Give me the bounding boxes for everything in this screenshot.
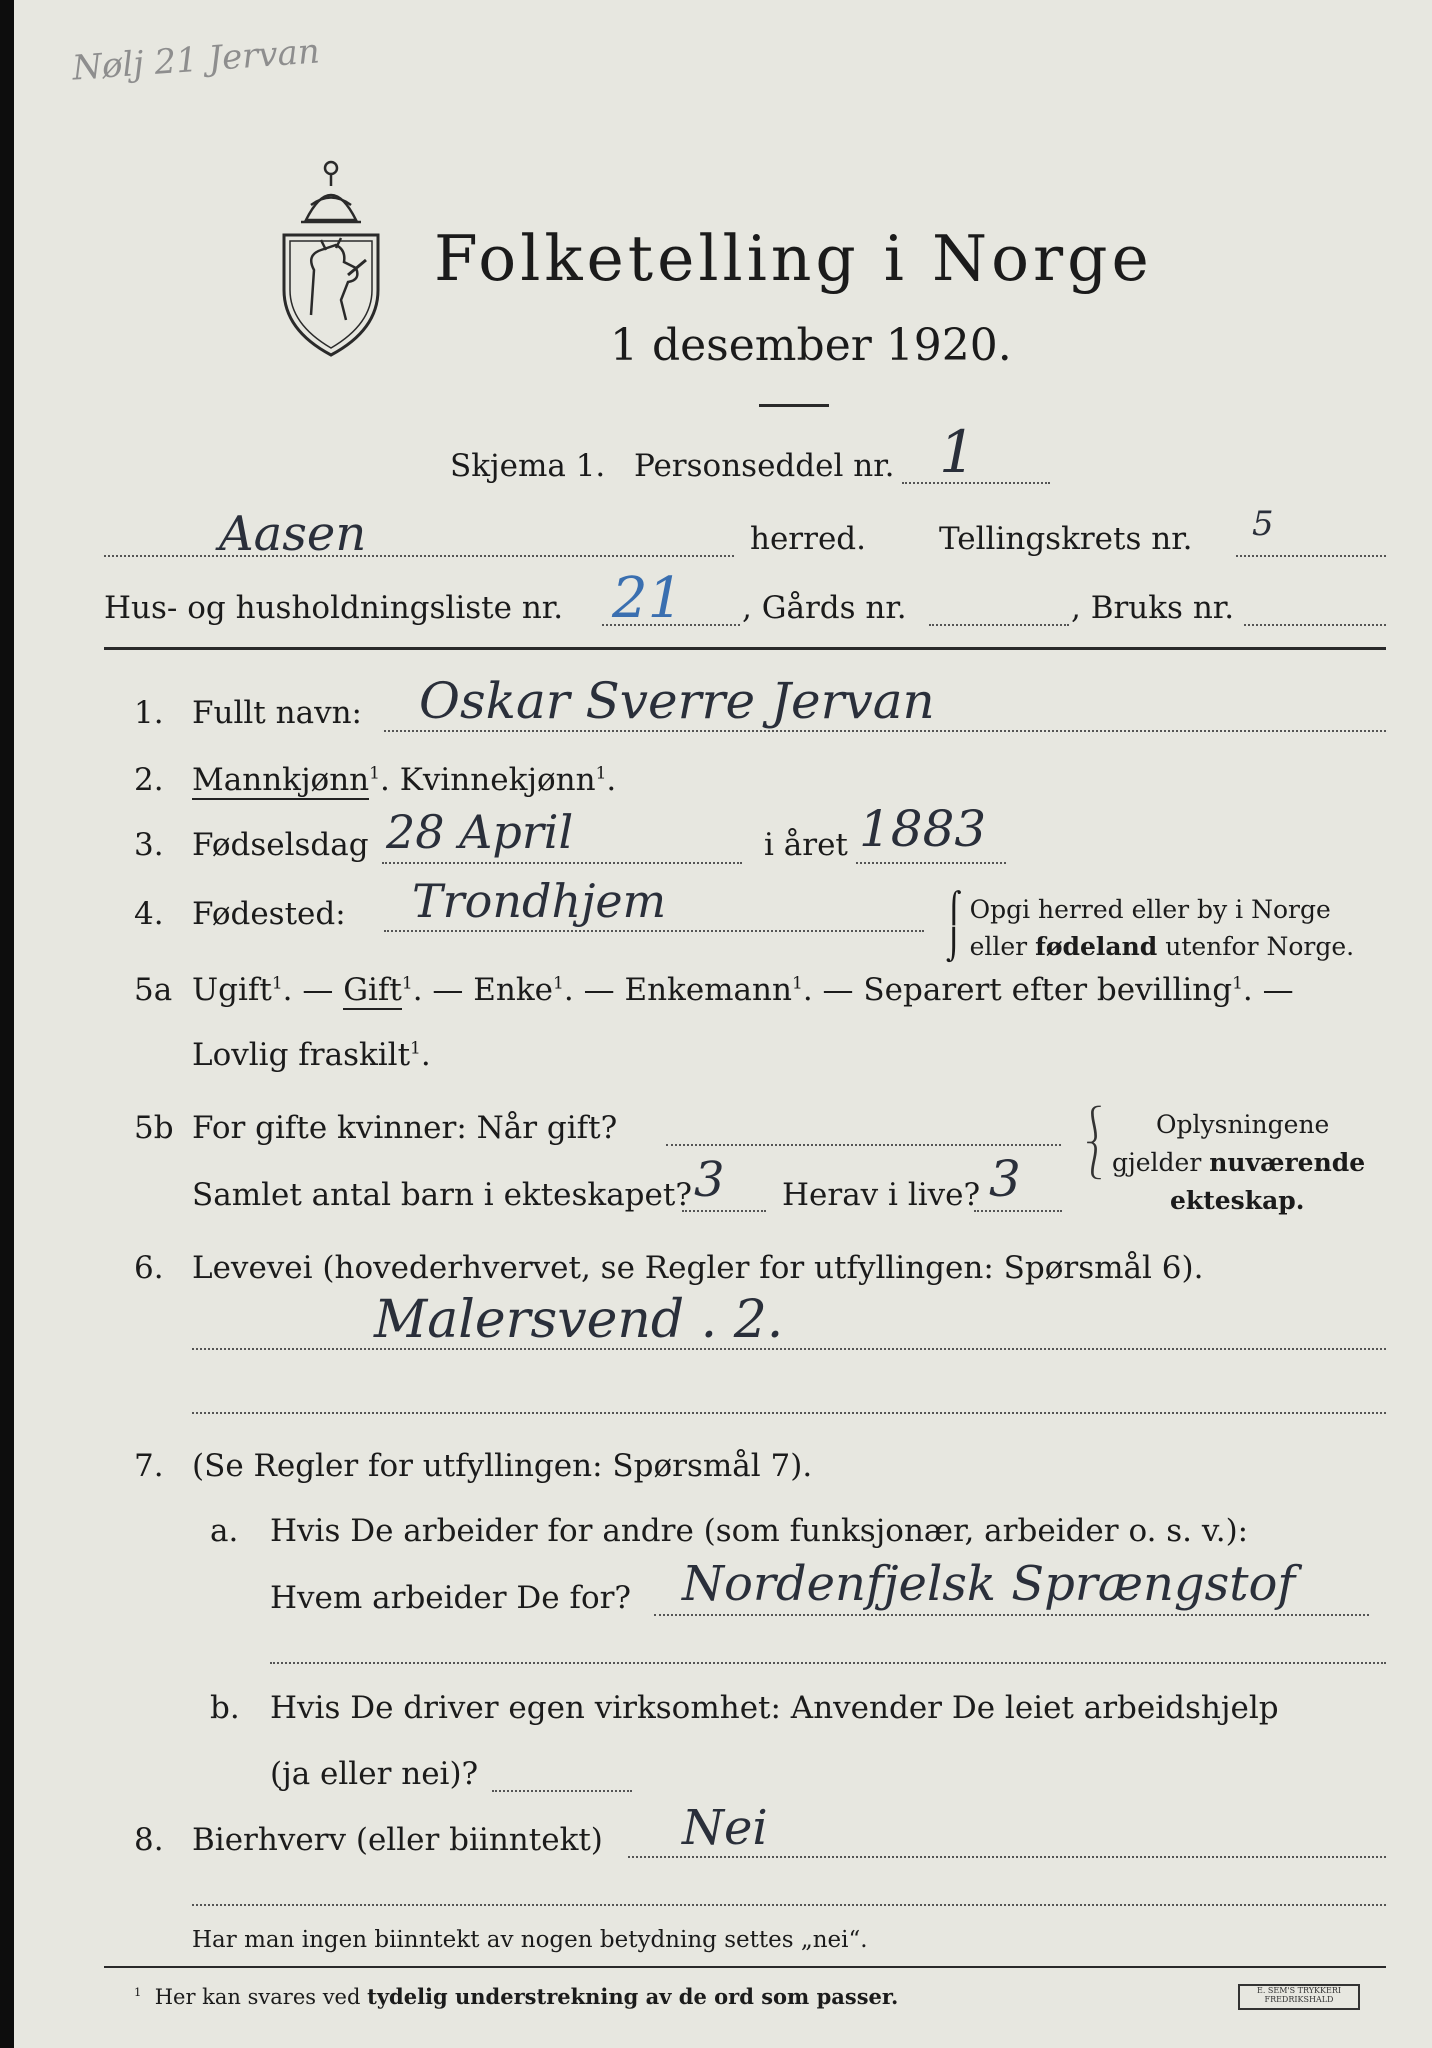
- q5b-number: 5b: [134, 1110, 174, 1146]
- q5b-brace: ⎰ ⎱: [1076, 1105, 1113, 1182]
- enkemann-option: Enkemann: [624, 972, 792, 1008]
- live-value: 3: [989, 1150, 1021, 1208]
- q8-line: [628, 1856, 1386, 1858]
- tellingskrets-value: 5: [1252, 504, 1274, 544]
- q2-options: Mannkjønn$^1$. Kvinnekjønn$^1$.: [192, 762, 617, 798]
- q5b-note-line1: Oplysningene: [1156, 1110, 1330, 1139]
- q8-label: Bierhverv (eller biinntekt): [192, 1822, 603, 1858]
- personseddel-value: 1: [939, 418, 976, 486]
- q4-note-line1: ⌠ Opgi herred eller by i Norge: [946, 891, 1331, 926]
- barn-label: Samlet antal barn i ekteskapet?: [192, 1177, 692, 1213]
- q8-line2: [192, 1904, 1386, 1906]
- q7a-letter: a.: [210, 1513, 239, 1549]
- enke-option: Enke: [473, 972, 554, 1008]
- census-form: [14, 0, 1432, 2048]
- birthday-value: 28 April: [386, 805, 574, 859]
- header-rule: [104, 647, 1386, 650]
- bottom-note: Har man ingen biinntekt av nogen betydning settes „nei“.: [192, 1927, 868, 1953]
- mannkjonn-option: Mannkjønn: [192, 762, 370, 798]
- personseddel-line: [902, 482, 1050, 484]
- bruks-line: [1244, 624, 1386, 626]
- gards-line: [929, 624, 1069, 626]
- q5b-note-line2: gjelder nuværende: [1112, 1148, 1366, 1177]
- q4-number: 4.: [134, 896, 164, 932]
- husholdningsliste-label: Hus- og husholdningsliste nr.: [104, 590, 564, 626]
- q2-number: 2.: [134, 762, 164, 798]
- levevei-value: Malersvend . 2.: [374, 1290, 784, 1350]
- q7-number: 7.: [134, 1448, 164, 1484]
- q5b-note-line3: ekteskap.: [1170, 1186, 1305, 1215]
- gift-option: Gift: [343, 972, 402, 1008]
- birth-year-value: 1883: [859, 800, 987, 858]
- herred-line: [104, 555, 734, 557]
- q6-number: 6.: [134, 1250, 164, 1286]
- nar-gift-line: [666, 1144, 1061, 1146]
- year-line: [856, 862, 1006, 864]
- birthplace-line: [384, 930, 924, 932]
- kvinnekjonn-option: Kvinnekjønn: [399, 762, 596, 798]
- tellingskrets-line: [1236, 555, 1386, 557]
- q7a-text: Hvis De arbeider for andre (som funksjonær, arbeider o. s. v.):: [270, 1513, 1249, 1549]
- q7a-question: Hvem arbeider De for?: [270, 1580, 632, 1616]
- q1-label: Fullt navn:: [192, 695, 362, 731]
- q7b-letter: b.: [210, 1690, 240, 1726]
- page-title: Folketelling i Norge: [434, 222, 1153, 295]
- live-line: [974, 1210, 1062, 1212]
- q1-number: 1.: [134, 695, 164, 731]
- herred-label: herred.: [750, 521, 866, 557]
- q7b-question: (ja eller nei)?: [270, 1756, 479, 1792]
- q3-label: Fødselsdag: [192, 827, 369, 863]
- barn-line: [682, 1210, 766, 1212]
- q6-line2: [192, 1412, 1386, 1414]
- q8-number: 8.: [134, 1822, 164, 1858]
- q7a-line1: [654, 1614, 1369, 1616]
- lovlig-fraskilt-option: Lovlig fraskilt$^1$.: [192, 1037, 431, 1073]
- footnote: $^1$ Her kan svares ved tydelig understrekning av de ord som passer.: [134, 1984, 899, 2009]
- q7b-text: Hvis De driver egen virksomhet: Anvender De leiet arbeidshjelp: [270, 1690, 1279, 1726]
- skjema-label: Skjema 1.: [450, 448, 606, 484]
- birthday-line: [382, 862, 742, 864]
- q6-label: Levevei (hovederhvervet, se Regler for utfyllingen: Spørsmål 6).: [192, 1250, 1204, 1286]
- separert-option: Separert efter bevilling: [863, 972, 1233, 1008]
- title-divider: [759, 404, 829, 407]
- pencil-annotation: Nølj 21 Jervan: [70, 31, 321, 89]
- q7-label: (Se Regler for utfyllingen: Spørsmål 7).: [192, 1448, 813, 1484]
- personseddel-label: Personseddel nr.: [634, 448, 895, 484]
- bruks-label: , Bruks nr.: [1071, 590, 1235, 626]
- q5b-label: For gifte kvinner: Når gift?: [192, 1110, 618, 1146]
- herred-value: Aasen: [219, 506, 367, 562]
- full-name-value: Oskar Sverre Jervan: [419, 672, 935, 730]
- coat-of-arms-icon: [266, 150, 396, 360]
- q1-line: [384, 730, 1386, 732]
- printer-mark: E. SEM'S TRYKKERI FREDRIKSHALD: [1238, 1984, 1360, 2010]
- census-date: 1 desember 1920.: [610, 320, 1012, 371]
- year-label: i året: [764, 827, 848, 863]
- bierhverv-value: Nei: [682, 1800, 768, 1856]
- ugift-option: Ugift: [192, 972, 272, 1008]
- husholdningsliste-value: 21: [612, 566, 684, 631]
- q4-label: Fødested:: [192, 896, 346, 932]
- tellingskrets-label: Tellingskrets nr.: [939, 521, 1193, 557]
- birthplace-value: Trondhjem: [412, 874, 667, 928]
- q7b-line: [492, 1790, 632, 1792]
- q4-note-line2: ⌡ eller fødeland utenfor Norge.: [946, 928, 1355, 963]
- barn-value: 3: [694, 1152, 725, 1208]
- q3-number: 3.: [134, 827, 164, 863]
- footer-rule: [104, 1966, 1386, 1968]
- employer-value: Nordenfjelsk Sprængstof: [682, 1556, 1296, 1612]
- q7a-line2: [270, 1662, 1386, 1664]
- gards-label: , Gårds nr.: [742, 590, 907, 626]
- q5a-number: 5a: [134, 972, 173, 1008]
- q5a-options: Ugift$^1$. — Gift$^1$. — Enke$^1$. — Enkemann$^1$. — Separert efter bevilling$^1$. —: [192, 972, 1294, 1008]
- live-label: Herav i live?: [782, 1177, 981, 1213]
- q6-line1: [192, 1348, 1386, 1350]
